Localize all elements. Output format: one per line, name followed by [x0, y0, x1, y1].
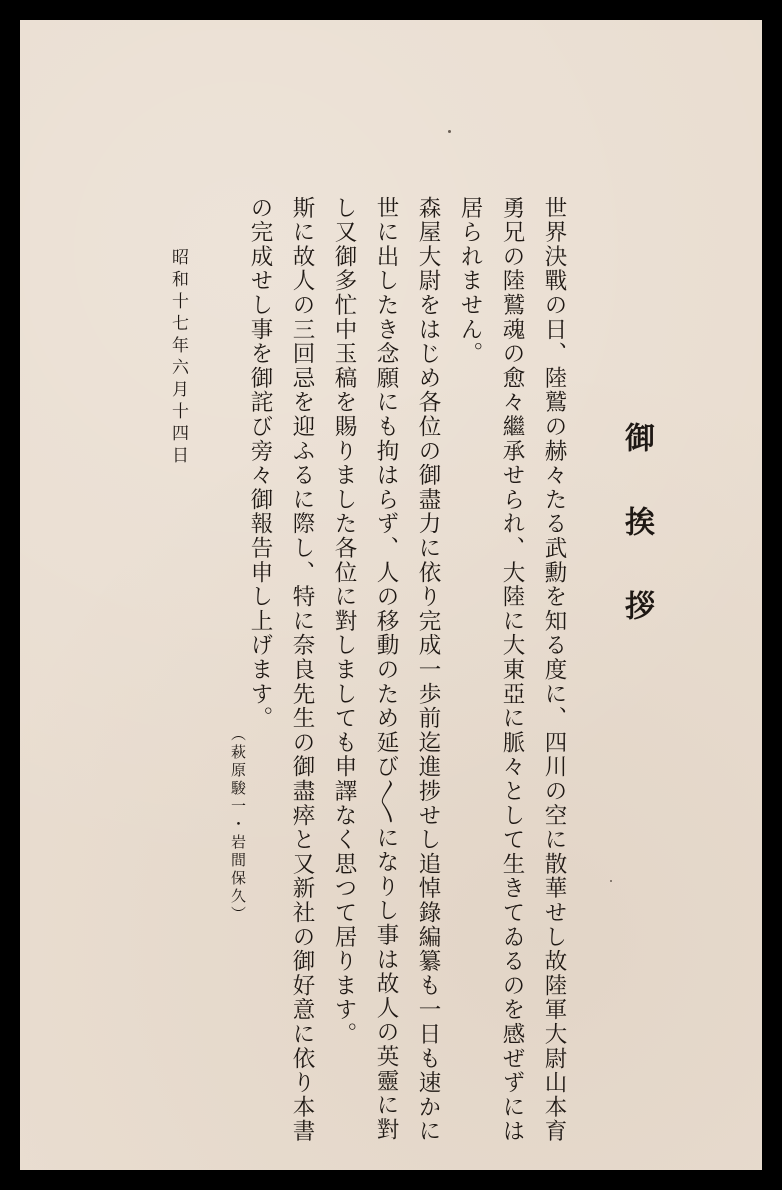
paper-speck: [448, 130, 451, 133]
body-line-6: し又御多忙中玉稿を賜りました各位に對しましても申譯なく思つて居ります。: [331, 196, 357, 1047]
page-title: 御挨拶: [619, 422, 654, 674]
signature-line: （萩原駿一・岩間保久）: [229, 726, 247, 924]
body-line-4: 森屋大尉をはじめ各位の御盡力に依り完成一歩前迄進捗せし追悼錄編纂も一日も速かに: [415, 196, 441, 1144]
document-page: [20, 20, 762, 1170]
body-line-5: 世に出したき念願にも拘はらず、人の移動のため延び〳〵になりし事は故人の英靈に對: [373, 196, 399, 1142]
paper-speck: [610, 880, 612, 882]
body-line-7: 斯に故人の三回忌を迎ふるに際し、特に奈良先生の御盡瘁と又新社の御好意に依り本書: [289, 196, 315, 1144]
body-line-1: 世界決戰の日、陸鷲の赫々たる武勳を知る度に、四川の空に散華せし故陸軍大尉山本育: [541, 196, 567, 1144]
body-line-8: の完成せし事を御詫び旁々御報告申し上げます。: [247, 196, 273, 731]
body-line-3: 居られません。: [457, 196, 483, 367]
body-line-2: 勇兄の陸鷲魂の愈々繼承せられ、大陸に大東亞に脈々として生きてゐるのを感ぜずには: [499, 196, 525, 1144]
date-line: 昭和十七年六月十四日: [168, 248, 188, 468]
